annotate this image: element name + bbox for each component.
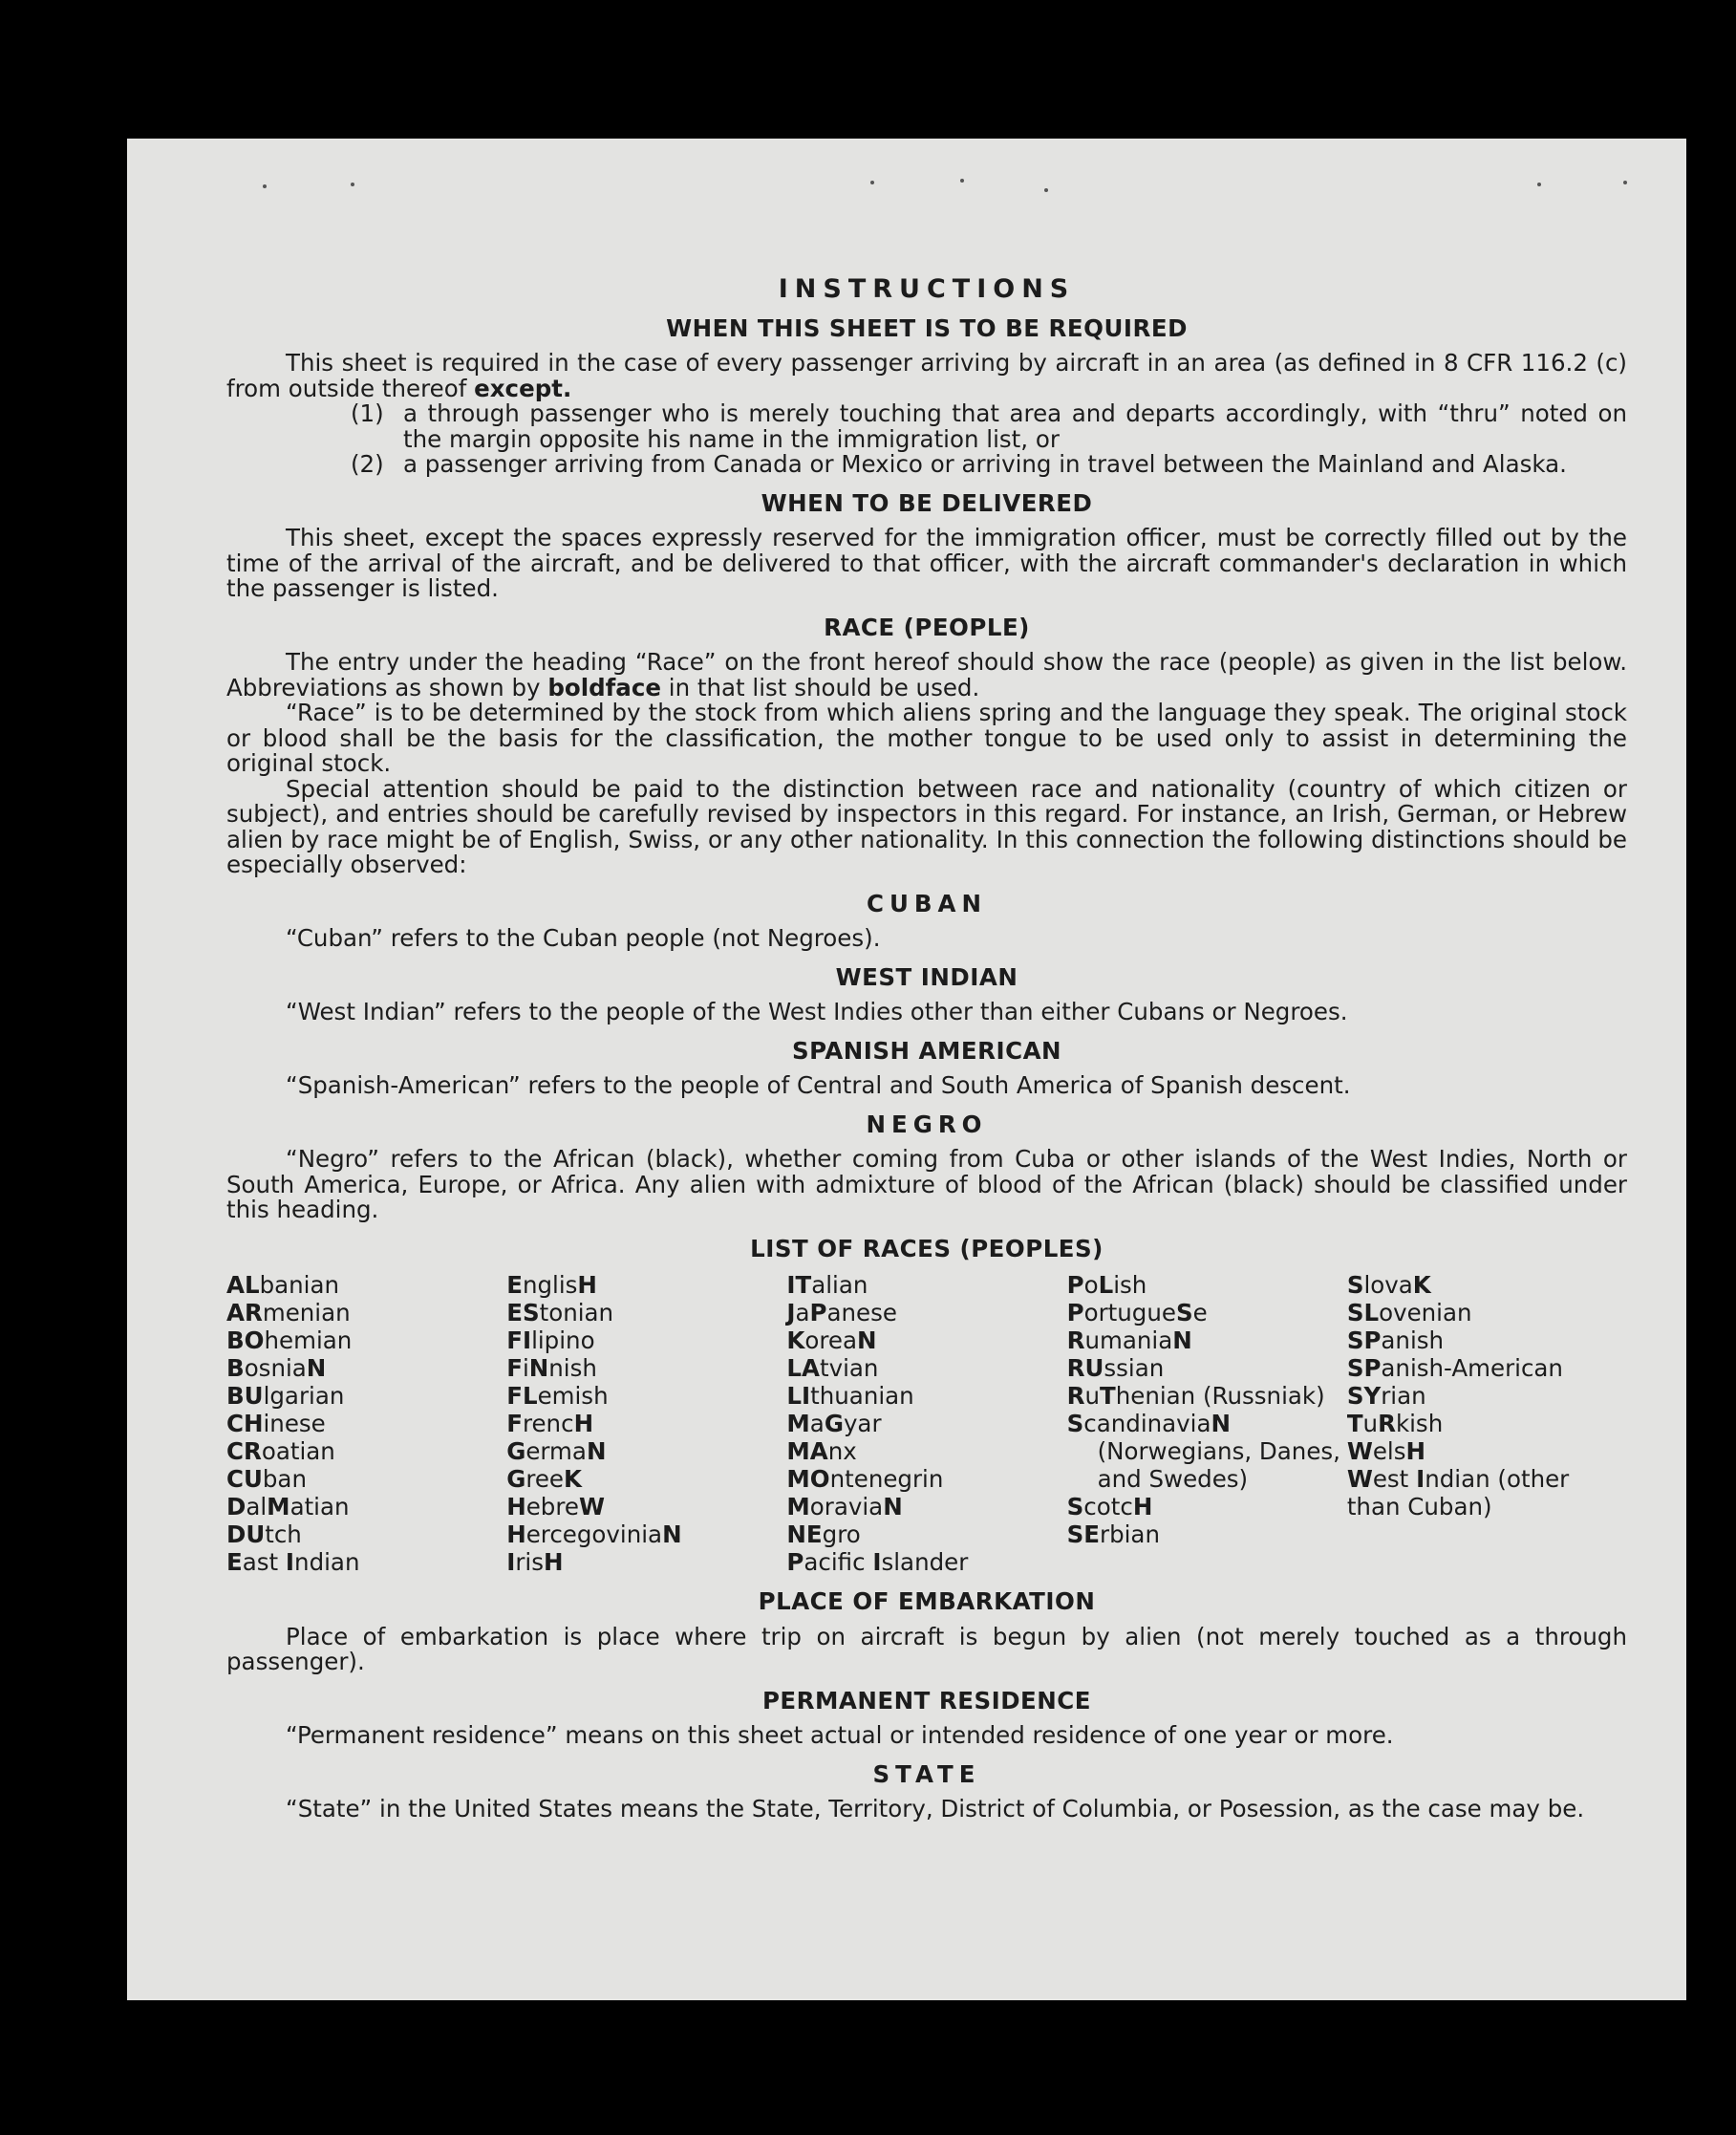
state-heading: STATE <box>872 1759 981 1788</box>
speck <box>960 179 964 183</box>
page-title: INSTRUCTIONS <box>778 274 1076 304</box>
item-number: (1) <box>351 399 384 427</box>
race-entry: TuRkish <box>1346 1410 1444 1437</box>
race-entry: ITalian <box>786 1271 868 1299</box>
races-column-2 <box>506 1271 786 1576</box>
race-entry: HebreW <box>506 1493 605 1520</box>
race-heading: RACE (PEOPLE) <box>824 613 1030 641</box>
race-entry: BosniaN <box>226 1354 327 1382</box>
races-list <box>226 1271 1627 1576</box>
race-entry: FiNnish <box>506 1354 597 1382</box>
race-entry: PoLish <box>1066 1271 1147 1299</box>
races-column-4 <box>1067 1271 1347 1576</box>
race-entry: GreeK <box>506 1465 583 1493</box>
instructions-content <box>226 274 1627 1822</box>
race-text: in that list should be used. <box>660 673 980 701</box>
race-entry: LIthuanian <box>786 1382 914 1410</box>
race-entry: SErbian <box>1066 1520 1160 1548</box>
list-heading: LIST OF RACES (PEOPLES) <box>750 1234 1104 1262</box>
race-entry: East Indian <box>226 1548 360 1576</box>
race-entry: MOntenegrin <box>786 1465 944 1493</box>
west-indian-paragraph: “West Indian” refers to the people of the West Indies other than either Cubans or Negroes. <box>286 998 1348 1025</box>
speck <box>870 181 874 184</box>
race-entry: SYrian <box>1346 1382 1426 1410</box>
race-entry: RumaniaN <box>1066 1326 1192 1354</box>
required-except: except. <box>474 374 572 402</box>
race-entry: MAnx <box>786 1437 857 1465</box>
race-entry: West Indian (other than Cuban) <box>1346 1465 1570 1520</box>
races-column-3 <box>786 1271 1066 1576</box>
boldface-word: boldface <box>547 673 661 701</box>
race-entry: SLovenian <box>1346 1299 1472 1326</box>
race-entry: (Norwegians, Danes, and Swedes) <box>1097 1437 1340 1493</box>
race-entry: ScotcH <box>1066 1493 1153 1520</box>
required-text: This sheet is required in the case of every passenger arriving by aircraft in an area (as defined in 8 CFR 116.2 (c) from outside thereof <box>226 349 1627 402</box>
race-entry: HercegoviniaN <box>506 1520 682 1548</box>
race-paragraph-3: Special attention should be paid to the distinction between race and nationality (country of which citizen or subject), and entries should be carefully revised by inspectors in this regard. For instance, an Irish, German, or Hebrew alien by race might be of English, Swiss, or any other nationality. In this connection the following distinctions should be especially observed: <box>226 774 1627 878</box>
race-entry: SPanish <box>1346 1326 1445 1354</box>
race-entry: FIlipino <box>506 1326 595 1354</box>
negro-paragraph: “Negro” refers to the African (black), whether coming from Cuba or other islands of the West Indies, North or South America, Europe, or Africa. Any alien with admixture of blood of the African (black) should be classified under this heading. <box>226 1145 1627 1223</box>
race-entry: DUtch <box>226 1520 302 1548</box>
race-entry: BUlgarian <box>226 1382 345 1410</box>
races-column-1 <box>226 1271 506 1576</box>
required-paragraph <box>226 351 1627 401</box>
race-entry: CHinese <box>226 1410 326 1437</box>
required-item-1 <box>351 401 1627 452</box>
race-entry: RUssian <box>1066 1354 1165 1382</box>
cuban-paragraph: “Cuban” refers to the Cuban people (not Negroes). <box>286 924 881 952</box>
delivered-heading: WHEN TO BE DELIVERED <box>761 488 1093 517</box>
race-entry: MaGyar <box>786 1410 882 1437</box>
cuban-heading: CUBAN <box>866 889 987 917</box>
race-entry: GermaN <box>506 1437 607 1465</box>
race-entry: EnglisH <box>506 1271 597 1299</box>
race-entry: FLemish <box>506 1382 609 1410</box>
speck <box>1623 181 1627 184</box>
item-text: a passenger arriving from Canada or Mexico or arriving in travel between the Mainland and Alaska. <box>403 450 1567 478</box>
item-text: a through passenger who is merely touching that area and departs accordingly, with “thru” noted on the margin opposite his name in the immigration list, or <box>403 399 1627 453</box>
race-entry: DalMatian <box>226 1493 350 1520</box>
spanish-american-heading: SPANISH AMERICAN <box>791 1036 1062 1065</box>
embarkation-heading: PLACE OF EMBARKATION <box>758 1587 1096 1615</box>
race-entry: MoraviaN <box>786 1493 903 1520</box>
speck <box>263 184 267 188</box>
race-paragraph-2: “Race” is to be determined by the stock from which aliens spring and the language they speak. The original stock or blood shall be the basis for the classification, the mother tongue to be used only to assist in determining the original stock. <box>226 699 1627 777</box>
race-entry: NEgro <box>786 1520 861 1548</box>
west-indian-heading: WEST INDIAN <box>835 962 1018 991</box>
race-entry: CUban <box>226 1465 307 1493</box>
negro-heading: NEGRO <box>866 1110 988 1138</box>
item-number: (2) <box>351 450 384 478</box>
race-paragraph-1 <box>226 650 1627 701</box>
race-entry: CRoatian <box>226 1437 335 1465</box>
race-entry: LAtvian <box>786 1354 879 1382</box>
race-text: The entry under the heading “Race” on the front hereof should show the race (people) as given in the list below. Abbreviations as shown by <box>226 648 1627 701</box>
race-entry: BOhemian <box>226 1326 353 1354</box>
speck <box>1044 188 1048 192</box>
document-sheet <box>127 139 1686 2000</box>
spanish-american-paragraph: “Spanish-American” refers to the people of Central and South America of Spanish descent. <box>286 1071 1351 1099</box>
race-entry: ARmenian <box>226 1299 351 1326</box>
residence-paragraph: “Permanent residence” means on this sheet actual or intended residence of one year or more. <box>286 1721 1394 1749</box>
delivered-paragraph: This sheet, except the spaces expressly reserved for the immigration officer, must be correctly filled out by the time of the arrival of the aircraft, and be delivered to that officer, with the aircraft commander's declaration in which the passenger is listed. <box>226 524 1627 602</box>
race-entry: SPanish-American <box>1346 1354 1563 1382</box>
speck <box>351 183 354 186</box>
race-entry: IrisH <box>506 1548 564 1576</box>
race-entry: JaPanese <box>786 1299 897 1326</box>
race-entry: ScandinaviaN <box>1066 1410 1232 1437</box>
residence-heading: PERMANENT RESIDENCE <box>761 1686 1092 1714</box>
races-column-5 <box>1347 1271 1627 1576</box>
race-entry: RuThenian (Russniak) <box>1066 1382 1325 1410</box>
required-heading: WHEN THIS SHEET IS TO BE REQUIRED <box>666 313 1188 342</box>
race-entry: FrencH <box>506 1410 594 1437</box>
race-entry: EStonian <box>506 1299 614 1326</box>
state-paragraph: “State” in the United States means the State, Territory, District of Columbia, or Posession, as the case may be. <box>286 1795 1585 1822</box>
race-entry: KoreaN <box>786 1326 877 1354</box>
race-entry: PortugueSe <box>1066 1299 1208 1326</box>
speck <box>1537 183 1541 186</box>
embarkation-paragraph: Place of embarkation is place where trip on aircraft is begun by alien (not merely touched as a through passenger). <box>226 1622 1627 1675</box>
race-entry: SlovaK <box>1346 1271 1431 1299</box>
required-item-2 <box>351 452 1627 478</box>
race-entry: WelsH <box>1346 1437 1426 1465</box>
race-entry: ALbanian <box>226 1271 340 1299</box>
race-entry: Pacific Islander <box>786 1548 969 1576</box>
